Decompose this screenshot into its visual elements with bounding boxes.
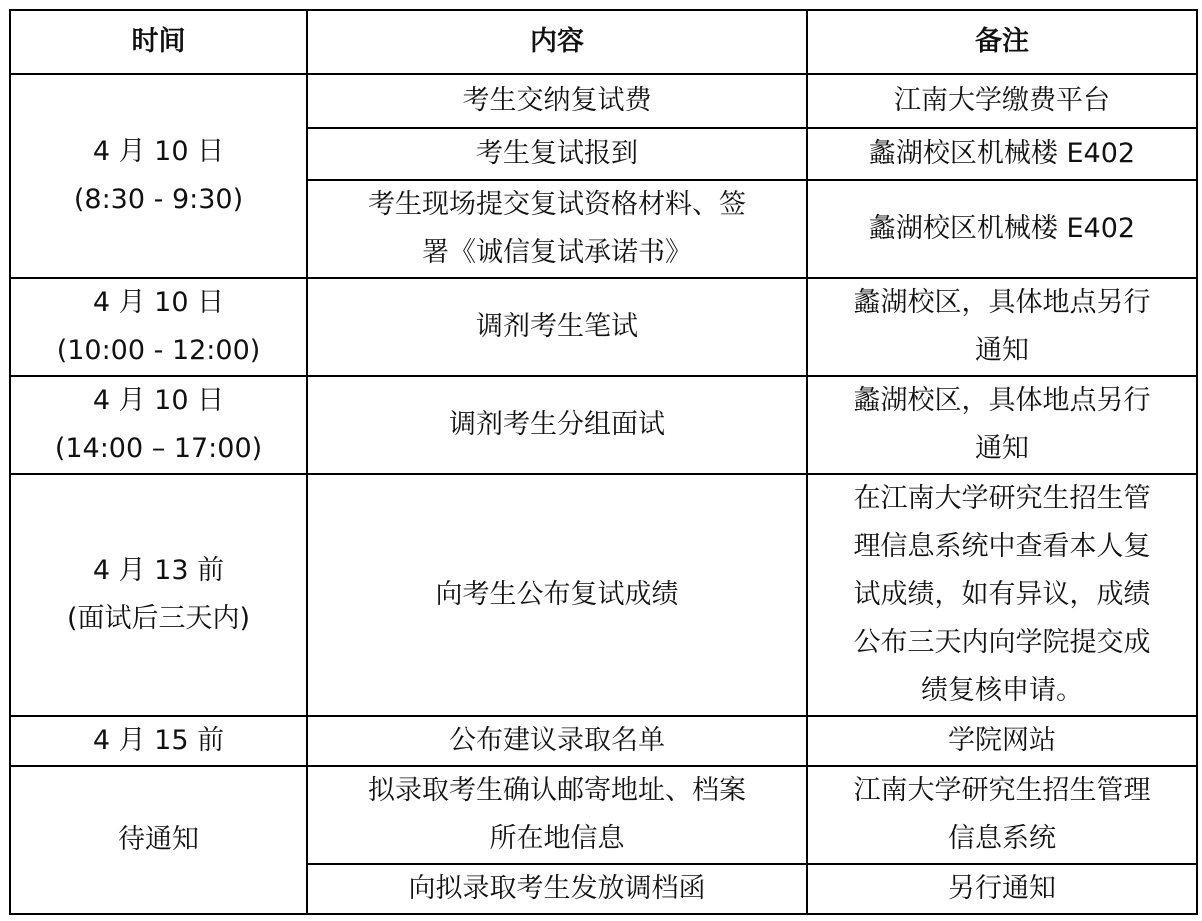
time-line: 待通知 [118,824,199,855]
note-cell [807,74,1197,128]
content-line: 所在地信息 [489,823,625,854]
table-row [10,278,1197,376]
content-line: 调剂考生笔试 [476,311,638,342]
content-line: 考生交纳复试费 [462,85,652,116]
content-line: 向考生公布复试成绩 [435,579,679,610]
table-row [10,716,1197,766]
time-cell [10,278,307,376]
note-line: 在江南大学研究生招生管 [853,483,1151,514]
note-line: 通知 [975,433,1029,464]
content-cell [307,376,807,474]
content-line: 调剂考生分组面试 [449,409,665,440]
time-line: 4 月 10 日 [92,287,225,318]
time-line: 4 月 13 前 [92,555,225,586]
note-line: 江南大学缴费平台 [894,85,1110,116]
time-line: 4 月 15 前 [92,725,225,756]
note-line: 信息系统 [948,823,1056,854]
time-line: (面试后三天内) [66,603,251,634]
note-cell [807,864,1197,914]
header-note: 备注 [807,10,1197,74]
content-cell [307,74,807,128]
header-content: 内容 [307,10,807,74]
content-line: 署《诚信复试承诺书》 [422,237,692,268]
table-row [10,74,1197,128]
note-cell [807,474,1197,716]
note-line: 绩复核申请。 [921,675,1083,706]
note-cell [807,278,1197,376]
time-cell [10,74,307,278]
header-row [10,10,1197,74]
content-cell [307,278,807,376]
note-line: 另行通知 [948,873,1056,904]
content-cell [307,766,807,864]
note-cell [807,766,1197,864]
time-cell [10,766,307,914]
note-cell [807,376,1197,474]
note-cell [807,128,1197,180]
time-cell [10,376,307,474]
header-time: 时间 [10,10,307,74]
note-line: 蠡湖校区，具体地点另行 [853,287,1151,318]
time-cell [10,716,307,766]
table-row [10,474,1197,716]
note-line: 蠡湖校区机械楼 E402 [868,138,1136,169]
content-line: 考生现场提交复试资格材料、签 [368,189,746,220]
content-line: 公布建议录取名单 [449,725,665,756]
content-line: 向拟录取考生发放调档函 [408,873,706,904]
time-line: (10:00 - 12:00) [56,335,261,366]
table-row [10,766,1197,864]
content-cell [307,128,807,180]
schedule-table [9,9,1198,915]
time-cell [10,474,307,716]
note-cell [807,716,1197,766]
content-cell [307,474,807,716]
note-line: 学院网站 [948,725,1056,756]
note-line: 公布三天内向学院提交成 [853,627,1151,658]
note-line: 江南大学研究生招生管理 [853,775,1151,806]
note-line: 通知 [975,335,1029,366]
content-line: 拟录取考生确认邮寄地址、档案 [368,775,746,806]
time-line: (8:30 - 9:30) [73,184,244,215]
table-row [10,376,1197,474]
note-line: 蠡湖校区，具体地点另行 [853,385,1151,416]
content-line: 考生复试报到 [476,138,638,169]
note-line: 试成绩，如有异议，成绩 [853,579,1151,610]
note-line: 蠡湖校区机械楼 E402 [868,213,1136,244]
content-cell [307,716,807,766]
note-line: 理信息系统中查看本人复 [853,531,1151,562]
time-line: 4 月 10 日 [92,385,225,416]
content-cell [307,864,807,914]
content-cell [307,180,807,278]
time-line: 4 月 10 日 [92,136,225,167]
time-line: (14:00 – 17:00) [54,433,263,464]
note-cell [807,180,1197,278]
